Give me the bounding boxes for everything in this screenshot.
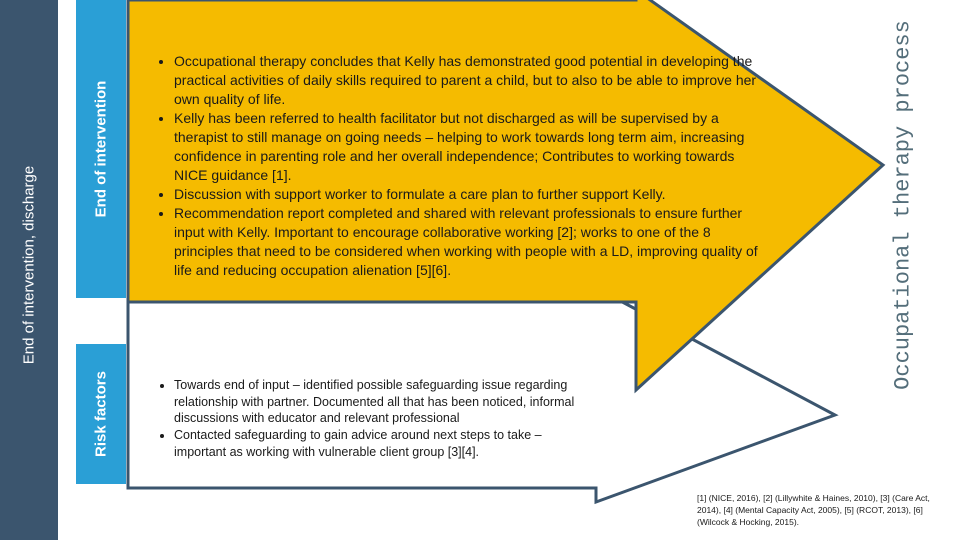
intervention-bullet-list (150, 52, 764, 280)
tab-end-of-intervention-label: End of intervention (92, 80, 110, 218)
risk-bullet-list (150, 377, 584, 461)
list-item: • Discussion with support worker to formulate a care plan to further support Kelly. (174, 185, 764, 204)
side-band-label: End of intervention, discharge (20, 165, 38, 365)
list-item: • Contacted safeguarding to gain advice around next steps to take – important as working with vulnerable client group [3][4]. (174, 427, 584, 460)
tab-risk-factors-label: Risk factors (92, 371, 110, 457)
process-title: Occupational therapy process (890, 20, 916, 390)
list-item: • Towards end of input – identified possible safeguarding issue regarding relationship with partner. Documented all that has been noticed, informal discussions with educator and relevant professional (174, 377, 584, 427)
references: [1] (NICE, 2016), [2] (Lillywhite & Haines, 2010), [3] (Care Act, 2014), [4] (Mental Capacity Act, 2005), [5] (RCOT, 2013), [6] (Wilcock & Hocking, 2015). (697, 493, 930, 528)
list-item: • Kelly has been referred to health facilitator but not discharged as will be supervised by a therapist to still manage on going needs – helping to work towards long term aim, increasing confidence in parenting role and her overall independence; Contributes to working towards NICE guidance [1]. (174, 109, 764, 185)
list-item: • Recommendation report completed and shared with relevant professionals to ensure further input with Kelly. Important to encourage collaborative working [2]; works to one of the 8 principles that need to be considered when working with people with a LD, improving quality of life and reducing occupation alienation [5][6]. (174, 204, 764, 280)
list-item: • Occupational therapy concludes that Kelly has demonstrated good potential in developing the practical activities of daily skills required to parent a child, but to also to be able to improve her own quality of life. (174, 52, 764, 109)
